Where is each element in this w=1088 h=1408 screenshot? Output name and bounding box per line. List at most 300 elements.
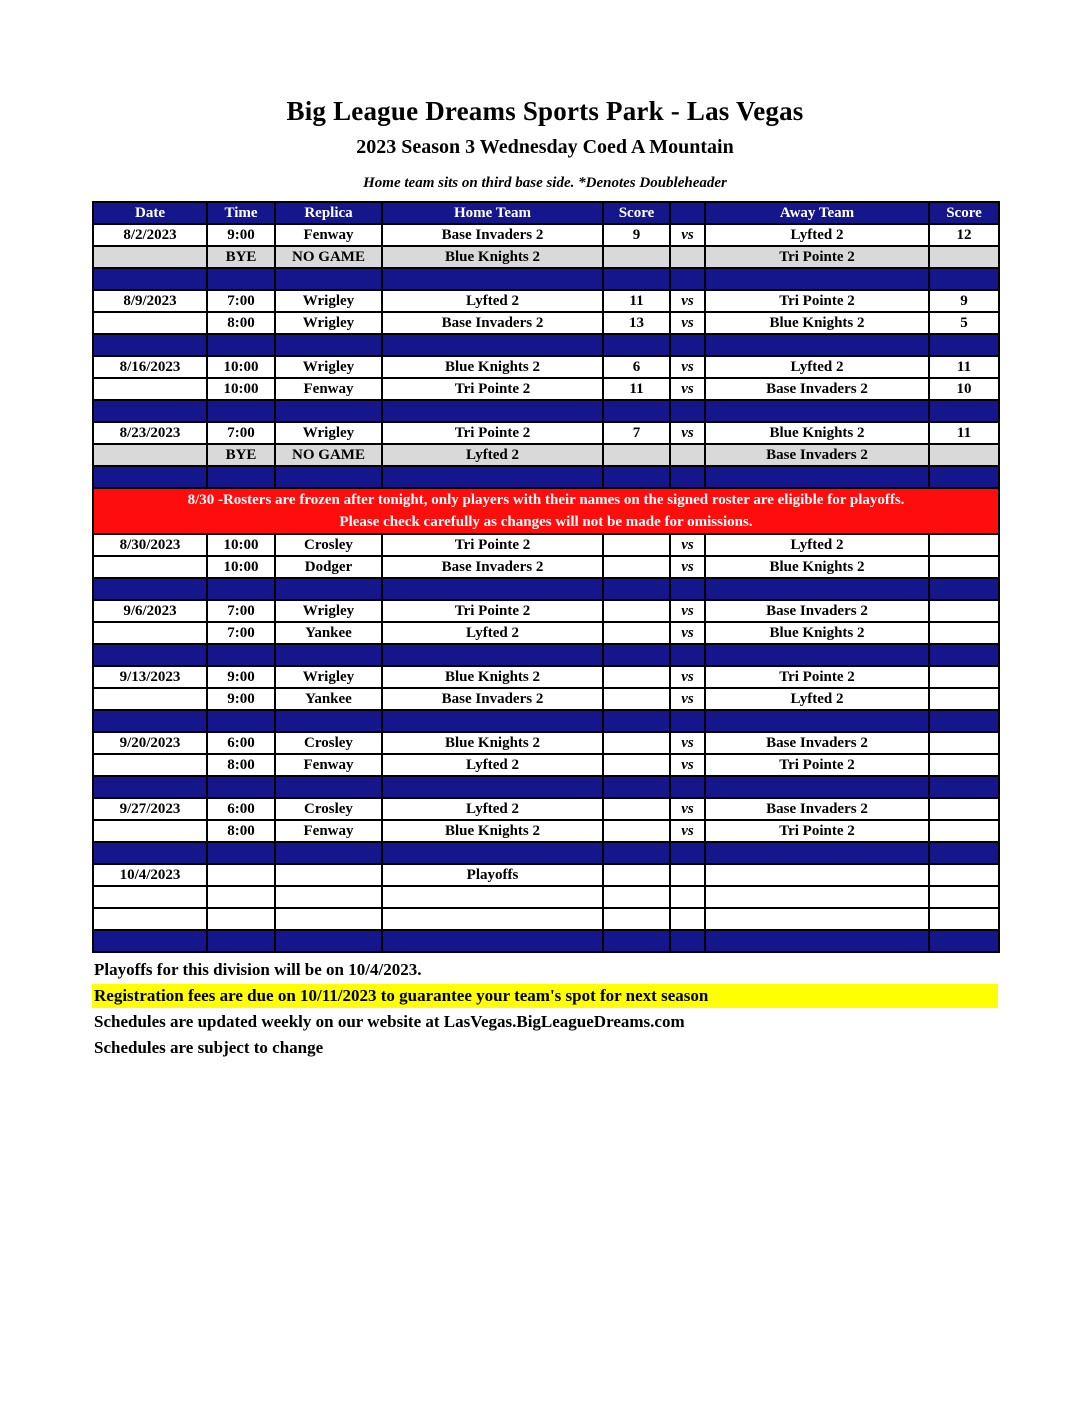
- away-team-cell: Blue Knights 2: [705, 422, 929, 444]
- time-cell: 6:00: [207, 798, 275, 820]
- home-team-cell: [382, 908, 603, 930]
- spacer-cell: [93, 400, 207, 422]
- spacer-cell: [705, 842, 929, 864]
- home-score-cell: 7: [603, 422, 670, 444]
- spacer-cell: [93, 334, 207, 356]
- spacer-cell: [382, 644, 603, 666]
- away-score-cell: [929, 534, 999, 556]
- spacer-cell: [93, 710, 207, 732]
- footer-line: Registration fees are due on 10/11/2023 to guarantee your team's spot for next season: [92, 984, 998, 1008]
- away-team-cell: Lyfted 2: [705, 224, 929, 246]
- spacer-cell: [705, 644, 929, 666]
- spacer-cell: [929, 578, 999, 600]
- page-subtitle: 2023 Season 3 Wednesday Coed A Mountain: [356, 136, 734, 158]
- schedule-row: [93, 556, 999, 578]
- away-team-cell: [705, 886, 929, 908]
- vs-cell: vs: [670, 422, 705, 444]
- time-cell: 9:00: [207, 224, 275, 246]
- home-team-cell: Base Invaders 2: [382, 556, 603, 578]
- away-team-cell: Base Invaders 2: [705, 378, 929, 400]
- spacer-cell: [929, 466, 999, 488]
- schedule-row: [93, 842, 999, 864]
- home-score-cell: 11: [603, 378, 670, 400]
- spacer-cell: [705, 776, 929, 798]
- away-team-cell: Blue Knights 2: [705, 312, 929, 334]
- time-cell: 6:00: [207, 732, 275, 754]
- time-cell: [207, 886, 275, 908]
- spacer-cell: [705, 334, 929, 356]
- spacer-cell: [670, 268, 705, 290]
- date-cell: 8/16/2023: [93, 356, 207, 378]
- time-cell: 7:00: [207, 622, 275, 644]
- date-cell: [93, 246, 207, 268]
- home-score-header: Score: [603, 202, 670, 224]
- home-team-cell: Lyfted 2: [382, 754, 603, 776]
- vs-cell: vs: [670, 356, 705, 378]
- schedule-row: [93, 930, 999, 952]
- spacer-cell: [207, 776, 275, 798]
- spacer-cell: [929, 400, 999, 422]
- schedule-note: Home team sits on third base side. *Denotes Doubleheader: [363, 175, 727, 191]
- home-team-cell: Lyfted 2: [382, 290, 603, 312]
- replica-cell: Wrigley: [275, 600, 382, 622]
- vs-cell: vs: [670, 600, 705, 622]
- vs-cell: [670, 246, 705, 268]
- away-score-cell: 5: [929, 312, 999, 334]
- schedule-row: [93, 356, 999, 378]
- away-score-cell: [929, 688, 999, 710]
- home-score-cell: [603, 908, 670, 930]
- spacer-cell: [670, 842, 705, 864]
- schedule-row: [93, 290, 999, 312]
- spacer-cell: [603, 578, 670, 600]
- schedule-row: [93, 710, 999, 732]
- schedule-row: [93, 732, 999, 754]
- home-score-cell: [603, 246, 670, 268]
- time-cell: [207, 908, 275, 930]
- away-team-cell: Tri Pointe 2: [705, 754, 929, 776]
- spacer-cell: [929, 710, 999, 732]
- away-score-cell: 9: [929, 290, 999, 312]
- vs-cell: vs: [670, 754, 705, 776]
- date-cell: [93, 820, 207, 842]
- schedule-row: [93, 466, 999, 488]
- date-cell: 8/30/2023: [93, 534, 207, 556]
- date-cell: [93, 908, 207, 930]
- spacer-cell: [603, 644, 670, 666]
- vs-cell: [670, 886, 705, 908]
- spacer-cell: [929, 268, 999, 290]
- time-cell: BYE: [207, 246, 275, 268]
- away-score-cell: [929, 908, 999, 930]
- home-team-cell: Base Invaders 2: [382, 688, 603, 710]
- schedule-row: [93, 600, 999, 622]
- replica-cell: Fenway: [275, 754, 382, 776]
- spacer-cell: [603, 334, 670, 356]
- schedule-row: [93, 378, 999, 400]
- spacer-cell: [670, 776, 705, 798]
- schedule-row: [93, 312, 999, 334]
- time-cell: 9:00: [207, 688, 275, 710]
- replica-cell: NO GAME: [275, 444, 382, 466]
- date-cell: [93, 556, 207, 578]
- home-score-cell: [603, 688, 670, 710]
- vs-cell: vs: [670, 732, 705, 754]
- time-cell: 10:00: [207, 356, 275, 378]
- spacer-cell: [929, 644, 999, 666]
- time-cell: 9:00: [207, 666, 275, 688]
- home-score-cell: [603, 666, 670, 688]
- spacer-cell: [705, 710, 929, 732]
- vs-cell: vs: [670, 312, 705, 334]
- replica-cell: Fenway: [275, 378, 382, 400]
- away-team-cell: Base Invaders 2: [705, 600, 929, 622]
- spacer-cell: [705, 466, 929, 488]
- away-score-cell: [929, 246, 999, 268]
- replica-cell: Fenway: [275, 224, 382, 246]
- time-header: Time: [207, 202, 275, 224]
- document-header: [92, 96, 998, 192]
- replica-cell: [275, 864, 382, 886]
- spacer-cell: [207, 842, 275, 864]
- away-score-cell: [929, 886, 999, 908]
- schedule-row: [93, 622, 999, 644]
- home-score-cell: [603, 732, 670, 754]
- time-cell: 8:00: [207, 820, 275, 842]
- schedule-row: [93, 334, 999, 356]
- vs-cell: [670, 864, 705, 886]
- spacer-cell: [670, 710, 705, 732]
- spacer-cell: [93, 268, 207, 290]
- replica-cell: Fenway: [275, 820, 382, 842]
- away-team-cell: Lyfted 2: [705, 356, 929, 378]
- away-score-cell: [929, 666, 999, 688]
- home-team-cell: Blue Knights 2: [382, 356, 603, 378]
- footer-line: Schedules are updated weekly on our website at LasVegas.BigLeagueDreams.com: [94, 1012, 685, 1031]
- spacer-cell: [382, 400, 603, 422]
- spacer-cell: [705, 578, 929, 600]
- spacer-cell: [275, 644, 382, 666]
- spacer-cell: [382, 268, 603, 290]
- home-score-cell: [603, 444, 670, 466]
- away-score-cell: [929, 600, 999, 622]
- vs-cell: vs: [670, 798, 705, 820]
- schedule-body: [93, 224, 999, 952]
- time-cell: 8:00: [207, 312, 275, 334]
- schedule-row: [93, 534, 999, 556]
- spacer-cell: [670, 334, 705, 356]
- spacer-cell: [207, 710, 275, 732]
- spacer-cell: [275, 710, 382, 732]
- home-score-cell: [603, 886, 670, 908]
- date-cell: [93, 378, 207, 400]
- vs-cell: vs: [670, 820, 705, 842]
- spacer-cell: [93, 644, 207, 666]
- home-score-cell: [603, 622, 670, 644]
- away-score-cell: [929, 556, 999, 578]
- footer-line: Playoffs for this division will be on 10/4/2023.: [94, 960, 422, 979]
- spacer-cell: [93, 842, 207, 864]
- time-cell: 7:00: [207, 600, 275, 622]
- spacer-cell: [275, 268, 382, 290]
- away-team-cell: [705, 864, 929, 886]
- schedule-row: [93, 886, 999, 908]
- replica-cell: NO GAME: [275, 246, 382, 268]
- time-cell: 10:00: [207, 556, 275, 578]
- spacer-cell: [929, 334, 999, 356]
- replica-cell: [275, 886, 382, 908]
- replica-cell: Wrigley: [275, 312, 382, 334]
- spacer-cell: [929, 776, 999, 798]
- time-cell: [207, 864, 275, 886]
- spacer-cell: [275, 400, 382, 422]
- away-team-cell: Tri Pointe 2: [705, 290, 929, 312]
- schedule-row: [93, 644, 999, 666]
- date-cell: [93, 312, 207, 334]
- playoffs-cell: Playoffs: [382, 864, 603, 886]
- spacer-cell: [275, 466, 382, 488]
- spacer-cell: [603, 776, 670, 798]
- spacer-cell: [93, 776, 207, 798]
- date-cell: 9/27/2023: [93, 798, 207, 820]
- away-score-cell: [929, 754, 999, 776]
- spacer-cell: [705, 930, 929, 952]
- away-score-cell: [929, 444, 999, 466]
- spacer-cell: [670, 578, 705, 600]
- schedule-row: [93, 444, 999, 466]
- vs-cell: vs: [670, 556, 705, 578]
- roster-freeze-banner: [93, 488, 999, 534]
- home-score-cell: [603, 556, 670, 578]
- away-score-cell: [929, 798, 999, 820]
- schedule-row: [93, 268, 999, 290]
- home-team-cell: Base Invaders 2: [382, 312, 603, 334]
- date-cell: 9/20/2023: [93, 732, 207, 754]
- replica-cell: Wrigley: [275, 290, 382, 312]
- spacer-cell: [382, 776, 603, 798]
- time-cell: 10:00: [207, 534, 275, 556]
- away-score-cell: 11: [929, 356, 999, 378]
- spacer-cell: [207, 334, 275, 356]
- spacer-cell: [382, 930, 603, 952]
- away-team-cell: Base Invaders 2: [705, 444, 929, 466]
- spacer-cell: [207, 466, 275, 488]
- spacer-cell: [207, 578, 275, 600]
- away-score-cell: [929, 820, 999, 842]
- date-cell: [93, 622, 207, 644]
- date-cell: 8/2/2023: [93, 224, 207, 246]
- spacer-cell: [603, 400, 670, 422]
- replica-header: Replica: [275, 202, 382, 224]
- home-team-cell: Lyfted 2: [382, 622, 603, 644]
- home-team-cell: Tri Pointe 2: [382, 422, 603, 444]
- date-header: Date: [93, 202, 207, 224]
- home-team-cell: Tri Pointe 2: [382, 378, 603, 400]
- home-team-cell: Tri Pointe 2: [382, 600, 603, 622]
- spacer-cell: [603, 466, 670, 488]
- spacer-cell: [93, 578, 207, 600]
- schedule-row: [93, 820, 999, 842]
- schedule-row: [93, 776, 999, 798]
- footer: [92, 958, 998, 1060]
- time-cell: 10:00: [207, 378, 275, 400]
- date-cell: [93, 444, 207, 466]
- date-cell: 8/23/2023: [93, 422, 207, 444]
- home-team-cell: Blue Knights 2: [382, 666, 603, 688]
- away-score-header: Score: [929, 202, 999, 224]
- away-score-cell: 10: [929, 378, 999, 400]
- home-team-cell: Blue Knights 2: [382, 820, 603, 842]
- schedule-row: [93, 488, 999, 534]
- replica-cell: Wrigley: [275, 666, 382, 688]
- home-team-cell: Lyfted 2: [382, 798, 603, 820]
- away-team-cell: Lyfted 2: [705, 688, 929, 710]
- time-cell: 8:00: [207, 754, 275, 776]
- date-cell: [93, 688, 207, 710]
- date-cell: 9/6/2023: [93, 600, 207, 622]
- spacer-cell: [275, 334, 382, 356]
- home-team-header: Home Team: [382, 202, 603, 224]
- spacer-cell: [929, 930, 999, 952]
- away-team-cell: Blue Knights 2: [705, 556, 929, 578]
- time-cell: BYE: [207, 444, 275, 466]
- schedule-row: [93, 246, 999, 268]
- spacer-cell: [93, 930, 207, 952]
- away-score-cell: [929, 622, 999, 644]
- replica-cell: Wrigley: [275, 422, 382, 444]
- date-cell: [93, 886, 207, 908]
- away-score-cell: [929, 864, 999, 886]
- spacer-cell: [275, 578, 382, 600]
- home-team-cell: Tri Pointe 2: [382, 534, 603, 556]
- schedule-table: [92, 201, 1000, 953]
- away-team-header: Away Team: [705, 202, 929, 224]
- away-team-cell: Tri Pointe 2: [705, 246, 929, 268]
- vs-cell: vs: [670, 224, 705, 246]
- home-team-cell: Blue Knights 2: [382, 732, 603, 754]
- home-score-cell: [603, 798, 670, 820]
- home-score-cell: 6: [603, 356, 670, 378]
- spacer-cell: [603, 842, 670, 864]
- schedule-row: [93, 688, 999, 710]
- page-title: Big League Dreams Sports Park - Las Vegas: [286, 96, 804, 126]
- replica-cell: Yankee: [275, 688, 382, 710]
- spacer-cell: [382, 334, 603, 356]
- away-score-cell: [929, 732, 999, 754]
- spacer-cell: [382, 710, 603, 732]
- vs-cell: vs: [670, 290, 705, 312]
- spacer-cell: [207, 400, 275, 422]
- spacer-cell: [603, 710, 670, 732]
- replica-cell: [275, 908, 382, 930]
- vs-cell: vs: [670, 688, 705, 710]
- home-team-cell: [382, 886, 603, 908]
- spacer-cell: [705, 268, 929, 290]
- replica-cell: Yankee: [275, 622, 382, 644]
- away-team-cell: Tri Pointe 2: [705, 666, 929, 688]
- time-cell: 7:00: [207, 290, 275, 312]
- away-team-cell: Lyfted 2: [705, 534, 929, 556]
- spacer-cell: [275, 930, 382, 952]
- replica-cell: Crosley: [275, 732, 382, 754]
- home-score-cell: 11: [603, 290, 670, 312]
- home-score-cell: 13: [603, 312, 670, 334]
- replica-cell: Wrigley: [275, 356, 382, 378]
- spacer-cell: [929, 842, 999, 864]
- header-row: [93, 202, 999, 224]
- banner-line-1: 8/30 -Rosters are frozen after tonight, only players with their names on the signed roster are eligible for playoffs.: [187, 492, 905, 508]
- away-score-cell: 12: [929, 224, 999, 246]
- away-team-cell: Base Invaders 2: [705, 798, 929, 820]
- schedule-row: [93, 578, 999, 600]
- spacer-cell: [670, 644, 705, 666]
- replica-cell: Dodger: [275, 556, 382, 578]
- replica-cell: Crosley: [275, 798, 382, 820]
- schedule-row: [93, 224, 999, 246]
- vs-cell: vs: [670, 378, 705, 400]
- spacer-cell: [275, 776, 382, 798]
- spacer-cell: [207, 268, 275, 290]
- time-cell: 7:00: [207, 422, 275, 444]
- home-score-cell: [603, 864, 670, 886]
- schedule-row: [93, 400, 999, 422]
- schedule-row: [93, 864, 999, 886]
- schedule-row: [93, 666, 999, 688]
- spacer-cell: [207, 930, 275, 952]
- date-cell: 9/13/2023: [93, 666, 207, 688]
- schedule-row: [93, 422, 999, 444]
- vs-cell: [670, 444, 705, 466]
- home-team-cell: Blue Knights 2: [382, 246, 603, 268]
- spacer-cell: [670, 466, 705, 488]
- banner-line-2: Please check carefully as changes will not be made for omissions.: [339, 514, 753, 530]
- vs-cell: vs: [670, 666, 705, 688]
- spacer-cell: [382, 578, 603, 600]
- away-team-cell: Base Invaders 2: [705, 732, 929, 754]
- spacer-cell: [670, 400, 705, 422]
- spacer-cell: [275, 842, 382, 864]
- date-cell: 10/4/2023: [93, 864, 207, 886]
- spacer-cell: [382, 466, 603, 488]
- vs-cell: vs: [670, 622, 705, 644]
- home-score-cell: [603, 820, 670, 842]
- vs-cell: [670, 908, 705, 930]
- home-team-cell: Base Invaders 2: [382, 224, 603, 246]
- spacer-cell: [705, 400, 929, 422]
- away-team-cell: Blue Knights 2: [705, 622, 929, 644]
- home-score-cell: [603, 600, 670, 622]
- home-score-cell: [603, 754, 670, 776]
- schedule-row: [93, 908, 999, 930]
- footer-line: Schedules are subject to change: [94, 1038, 324, 1057]
- spacer-cell: [603, 268, 670, 290]
- spacer-cell: [670, 930, 705, 952]
- date-cell: [93, 754, 207, 776]
- away-score-cell: 11: [929, 422, 999, 444]
- home-score-cell: [603, 534, 670, 556]
- schedule-row: [93, 798, 999, 820]
- spacer-cell: [603, 930, 670, 952]
- vs-header: [670, 202, 705, 224]
- schedule-row: [93, 754, 999, 776]
- home-team-cell: Lyfted 2: [382, 444, 603, 466]
- away-team-cell: Tri Pointe 2: [705, 820, 929, 842]
- spacer-cell: [207, 644, 275, 666]
- away-team-cell: [705, 908, 929, 930]
- spacer-cell: [93, 466, 207, 488]
- replica-cell: Crosley: [275, 534, 382, 556]
- home-score-cell: 9: [603, 224, 670, 246]
